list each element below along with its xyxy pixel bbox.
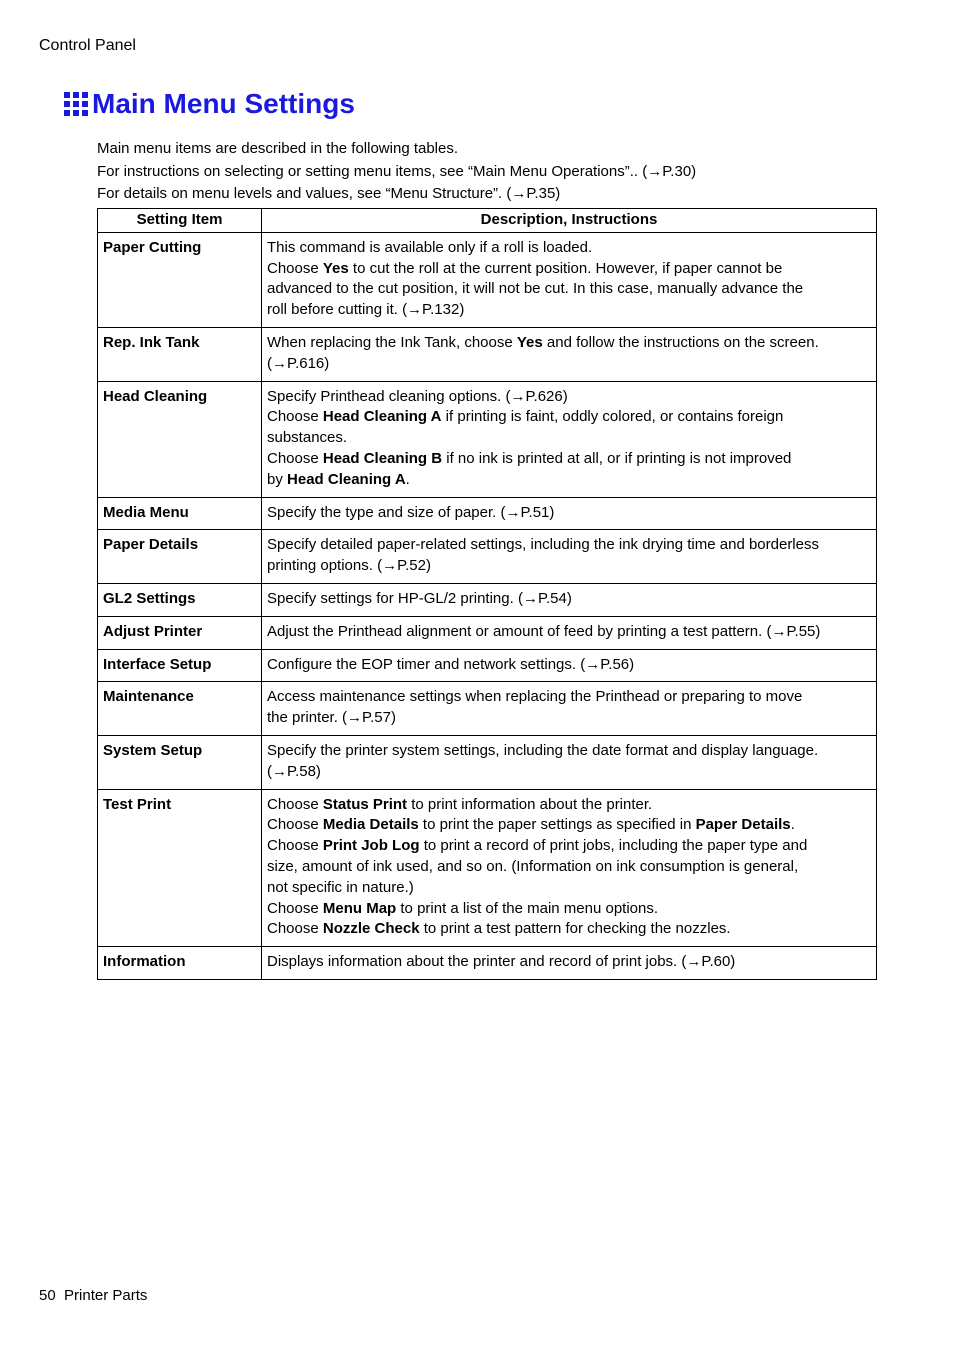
setting-item-description <box>262 735 877 789</box>
description-text: and follow the instructions on the screen. <box>542 333 819 351</box>
description-line <box>267 449 871 470</box>
menu-option-name: Media Details <box>322 816 419 834</box>
description-line <box>267 622 871 643</box>
page-number: 50 <box>39 1287 56 1304</box>
description-text: Choose <box>267 899 323 917</box>
setting-item-description <box>262 649 877 682</box>
setting-item-description <box>262 381 877 497</box>
description-text: Choose <box>267 449 323 467</box>
setting-item-description <box>262 530 877 584</box>
table-row <box>98 497 877 530</box>
description-text: (→P.616) <box>267 354 330 372</box>
setting-item-name: Maintenance <box>98 682 262 736</box>
description-line <box>267 687 871 708</box>
setting-item-description <box>262 682 877 736</box>
description-line <box>267 535 871 556</box>
description-line <box>267 279 871 300</box>
description-line <box>267 387 871 408</box>
setting-item-name: Media Menu <box>98 497 262 530</box>
menu-option-name: Yes <box>322 259 349 277</box>
description-text: (→P.58) <box>267 762 321 780</box>
description-line <box>267 899 871 920</box>
column-header-setting-item: Setting Item <box>98 209 262 233</box>
description-text: Choose <box>267 259 323 277</box>
description-line <box>267 655 871 676</box>
setting-item-name: Interface Setup <box>98 649 262 682</box>
description-text: Specify the printer system settings, including the date format and display language. <box>267 741 819 759</box>
description-text: Specify settings for HP-GL/2 printing. (→P.54) <box>267 589 572 607</box>
table-row <box>98 947 877 980</box>
description-text: to cut the roll at the current position. However, if paper cannot be <box>348 259 783 277</box>
description-text: advanced to the cut position, it will not be cut. In this case, manually advance the <box>267 280 804 298</box>
description-text: Adjust the Printhead alignment or amount of feed by printing a test pattern. (→P.55) <box>267 622 821 640</box>
description-text: the printer. (→P.57) <box>267 709 396 727</box>
description-text: if printing is faint, oddly colored, or contains foreign <box>441 408 784 426</box>
description-line <box>267 836 871 857</box>
description-line <box>267 259 871 280</box>
table-row <box>98 735 877 789</box>
table-row <box>98 583 877 616</box>
description-line <box>267 407 871 428</box>
description-text: Choose <box>267 837 323 855</box>
setting-item-name: System Setup <box>98 735 262 789</box>
description-text: . <box>405 470 410 488</box>
menu-option-name: Menu Map <box>322 899 397 917</box>
table-row <box>98 530 877 584</box>
footer-section: Printer Parts <box>64 1287 148 1304</box>
table-header-row <box>98 209 877 233</box>
description-text: This command is available only if a roll is loaded. <box>267 238 593 256</box>
description-text: printing options. (→P.52) <box>267 557 431 575</box>
description-line <box>267 428 871 449</box>
setting-item-name: Paper Details <box>98 530 262 584</box>
description-line <box>267 857 871 878</box>
table-row <box>98 789 877 947</box>
description-text: . <box>790 816 795 834</box>
description-text: When replacing the Ink Tank, choose <box>267 333 517 351</box>
description-text: to print information about the printer. <box>407 795 653 813</box>
description-text: Specify detailed paper-related settings, including the ink drying time and borderless <box>267 536 819 554</box>
table-row <box>98 232 877 327</box>
description-line <box>267 354 871 375</box>
setting-item-description <box>262 789 877 947</box>
description-text: to print a record of print jobs, including the paper type and <box>419 837 808 855</box>
setting-item-description <box>262 616 877 649</box>
description-text: by <box>267 470 288 488</box>
menu-option-name: Head Cleaning A <box>322 408 442 426</box>
description-text: to print a list of the main menu options. <box>396 899 659 917</box>
setting-item-description <box>262 947 877 980</box>
menu-option-name: Head Cleaning A <box>287 470 406 488</box>
intro-text <box>97 138 696 206</box>
setting-item-description <box>262 497 877 530</box>
menu-option-name: Yes <box>516 333 543 351</box>
main-menu-table <box>97 208 877 980</box>
description-line <box>267 952 871 973</box>
page-title-text: Main Menu Settings <box>92 88 355 119</box>
menu-option-name: Head Cleaning B <box>322 449 443 467</box>
description-line <box>267 333 871 354</box>
description-text: Configure the EOP timer and network settings. (→P.56) <box>267 655 635 673</box>
description-text: Choose <box>267 920 323 938</box>
table-row <box>98 616 877 649</box>
intro-line: Main menu items are described in the following tables. <box>97 140 459 157</box>
description-text: Choose <box>267 795 323 813</box>
description-line <box>267 300 871 321</box>
description-line <box>267 878 871 899</box>
description-line <box>267 795 871 816</box>
description-line <box>267 589 871 610</box>
description-text: Choose <box>267 816 323 834</box>
description-text: Access maintenance settings when replacing the Printhead or preparing to move <box>267 688 803 706</box>
description-text: not specific in nature.) <box>267 878 414 896</box>
description-line <box>267 470 871 491</box>
description-line <box>267 556 871 577</box>
running-header: Control Panel <box>39 37 136 54</box>
menu-option-name: Status Print <box>322 795 408 813</box>
grid-icon <box>64 92 88 116</box>
description-text: size, amount of ink used, and so on. (Information on ink consumption is general, <box>267 857 799 875</box>
description-line <box>267 238 871 259</box>
setting-item-description <box>262 583 877 616</box>
table-row <box>98 381 877 497</box>
page-title <box>64 88 355 120</box>
description-text: Choose <box>267 408 323 426</box>
table-row <box>98 327 877 381</box>
setting-item-name: Rep. Ink Tank <box>98 327 262 381</box>
setting-item-name: Test Print <box>98 789 262 947</box>
menu-option-name: Paper Details <box>695 816 791 834</box>
table-row <box>98 649 877 682</box>
table-row <box>98 682 877 736</box>
description-line <box>267 815 871 836</box>
description-line <box>267 762 871 783</box>
description-line <box>267 741 871 762</box>
description-text: to print a test pattern for checking the nozzles. <box>419 920 731 938</box>
menu-option-name: Nozzle Check <box>322 920 420 938</box>
setting-item-description <box>262 327 877 381</box>
setting-item-name: Head Cleaning <box>98 381 262 497</box>
description-line <box>267 708 871 729</box>
description-text: Displays information about the printer and record of print jobs. (→P.60) <box>267 953 736 971</box>
setting-item-description <box>262 232 877 327</box>
description-line <box>267 919 871 940</box>
column-header-description: Description, Instructions <box>262 209 877 233</box>
description-text: to print the paper settings as specified in <box>418 816 696 834</box>
intro-line: For details on menu levels and values, see “Menu Structure”. (→P.35) <box>97 185 561 202</box>
setting-item-name: Adjust Printer <box>98 616 262 649</box>
description-text: Specify Printhead cleaning options. (→P.626) <box>267 387 568 405</box>
page-footer <box>39 1287 147 1304</box>
description-text: roll before cutting it. (→P.132) <box>267 301 465 319</box>
description-text: Specify the type and size of paper. (→P.51) <box>267 503 555 521</box>
description-text: substances. <box>267 429 348 447</box>
intro-line: For instructions on selecting or setting menu items, see “Main Menu Operations”.. (→P.30) <box>97 162 697 180</box>
description-line <box>267 503 871 524</box>
setting-item-name: Paper Cutting <box>98 232 262 327</box>
setting-item-name: Information <box>98 947 262 980</box>
setting-item-name: GL2 Settings <box>98 583 262 616</box>
menu-option-name: Print Job Log <box>322 837 420 855</box>
description-text: if no ink is printed at all, or if printing is not improved <box>442 449 792 467</box>
